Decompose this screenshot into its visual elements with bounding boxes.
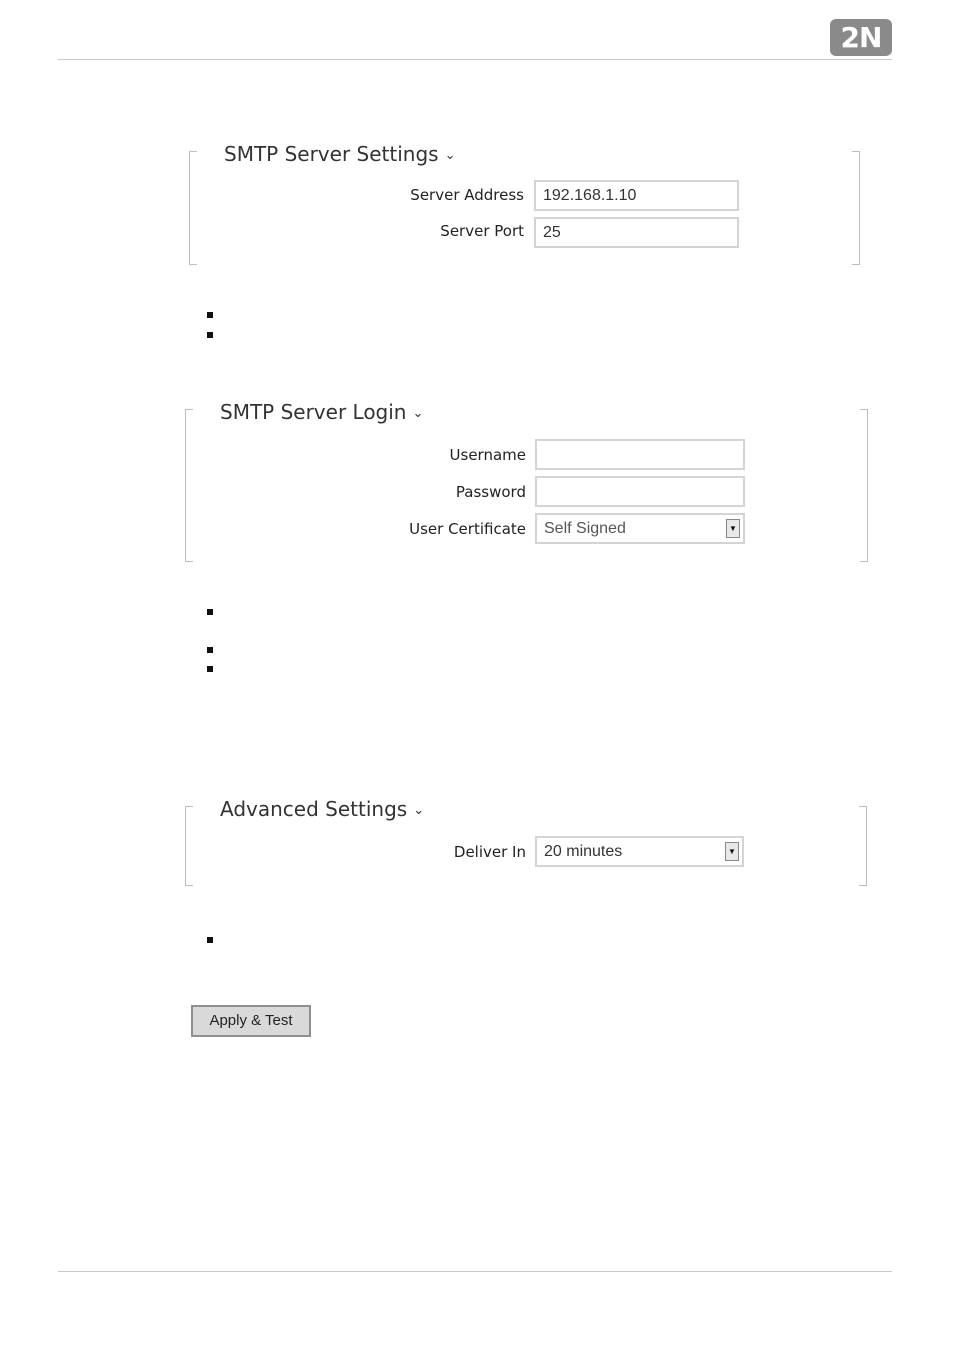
panel-title-text: Advanced Settings [220,797,408,821]
bullet-marker [207,666,213,672]
panel-bracket-right [852,151,860,265]
deliver-in-value: 20 minutes [544,843,623,860]
panel-title-text: SMTP Server Settings [224,142,439,166]
footer-divider [58,1271,892,1272]
panel-bracket-left [189,151,197,265]
server-port-label: Server Port [440,222,524,240]
panel-bracket-left [185,409,193,562]
dropdown-arrow-icon[interactable]: ▼ [725,842,739,861]
advanced-settings-title[interactable] [220,797,424,821]
smtp-server-settings-panel [189,151,860,265]
user-certificate-label: User Certificate [409,520,526,538]
panel-bracket-right [860,409,868,562]
user-certificate-value: Self Signed [544,520,626,537]
smtp-server-login-panel [185,409,868,562]
password-label: Password [455,483,526,501]
smtp-server-login-title[interactable] [220,400,423,424]
bullet-marker [207,937,213,943]
dropdown-arrow-icon[interactable]: ▼ [726,519,740,538]
username-label: Username [449,446,526,464]
server-address-input[interactable]: 192.168.1.10 [534,180,739,211]
panel-bracket-left [185,806,193,886]
apply-test-button[interactable]: Apply & Test [191,1005,311,1037]
panel-bracket-right [859,806,867,886]
deliver-in-label: Deliver In [453,843,526,861]
smtp-server-settings-title[interactable] [224,142,455,166]
2n-logo: 2N [830,19,892,56]
server-address-label: Server Address [410,186,524,204]
chevron-down-icon[interactable]: ⌄ [412,406,424,421]
username-input[interactable] [535,439,745,470]
deliver-in-select[interactable] [535,836,744,867]
password-input[interactable] [535,476,745,507]
chevron-down-icon[interactable]: ⌄ [444,148,456,163]
bullet-marker [207,647,213,653]
bullet-marker [207,312,213,318]
bullet-marker [207,609,213,615]
header-divider [58,59,892,60]
user-certificate-select[interactable] [535,513,745,544]
chevron-down-icon[interactable]: ⌄ [413,803,425,818]
server-port-input[interactable]: 25 [534,217,739,248]
panel-title-text: SMTP Server Login [220,400,407,424]
bullet-marker [207,332,213,338]
